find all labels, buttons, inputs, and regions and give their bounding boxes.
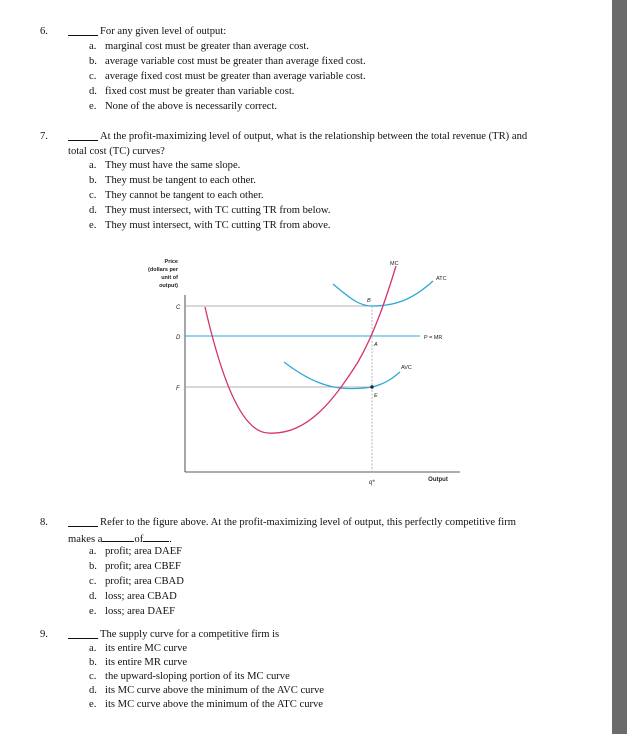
question-stem: The supply curve for a competitive firm is [100,629,280,640]
option-b: b. profit; area CBEF [89,561,181,572]
tick-C: C [176,305,181,311]
y-axis-label: unit of [161,275,178,281]
question-number: 6. [40,26,48,37]
question-stem-continued: makes a of . [68,534,172,545]
point-B: B [367,298,371,304]
option-b: b. average variable cost must be greater than average fixed cost. [89,56,366,67]
question-number: 9. [40,629,48,640]
viewer-side-panel [612,0,627,734]
tick-F: F [176,386,180,392]
option-d: d. fixed cost must be greater than variable cost. [89,86,295,97]
option-d: d. its MC curve above the minimum of the AVC curve [89,685,325,696]
tick-D: D [176,335,181,341]
atc-curve [333,281,433,306]
answer-blank-inline[interactable] [102,532,134,542]
option-b: b. its entire MR curve [89,657,188,668]
option-d: d. loss; area CBAD [89,591,177,602]
question-stem: Refer to the figure above. At the profit-maximizing level of output, this perfectly competitive firm [100,517,516,528]
option-d: d. They must intersect, with TC cutting TR from below. [89,205,331,216]
cost-curves-figure [120,250,480,490]
option-c: c. average fixed cost must be greater than average variable cost. [89,71,366,82]
point-A: A [374,342,378,348]
answer-blank-inline[interactable] [143,532,169,542]
answer-blank[interactable] [68,638,98,639]
option-a: a. marginal cost must be greater than average cost. [89,41,309,52]
option-e: e. They must intersect, with TC cutting TR from above. [89,220,331,231]
y-axis-label: output) [159,283,178,289]
option-e: e. its MC curve above the minimum of the ATC curve [89,699,324,710]
atc-label: ATC [436,276,447,282]
option-b: b. They must be tangent to each other. [89,175,256,186]
point-E: E [374,393,378,399]
question-stem-continued: total cost (TC) curves? [68,146,165,157]
option-a: a. its entire MC curve [89,643,188,654]
option-e: e. None of the above is necessarily correct. [89,101,278,112]
tick-q-star: q* [369,480,375,486]
option-c: c. They cannot be tangent to each other. [89,190,264,201]
question-stem: At the profit-maximizing level of output, what is the relationship between the total revenue (TR) and [100,131,528,142]
y-axis-label: Price [164,259,178,265]
y-axis-label: (dollars per [148,267,178,273]
mc-label: MC [390,261,399,267]
option-a: a. profit; area DAEF [89,546,183,557]
answer-blank[interactable] [68,526,98,527]
x-axis-label: Output [428,477,448,483]
answer-blank[interactable] [68,140,98,141]
question-stem: For any given level of output: [100,26,227,37]
avc-label: AVC [401,365,412,371]
question-number: 8. [40,517,48,528]
option-c: c. profit; area CBAD [89,576,184,587]
answer-blank[interactable] [68,35,98,36]
option-e: e. loss; area DAEF [89,606,176,617]
mc-curve [205,266,396,433]
option-a: a. They must have the same slope. [89,160,241,171]
point-E-dot [370,385,373,388]
question-number: 7. [40,131,48,142]
pmr-label: P = MR [424,335,443,341]
option-c: c. the upward-sloping portion of its MC curve [89,671,290,682]
